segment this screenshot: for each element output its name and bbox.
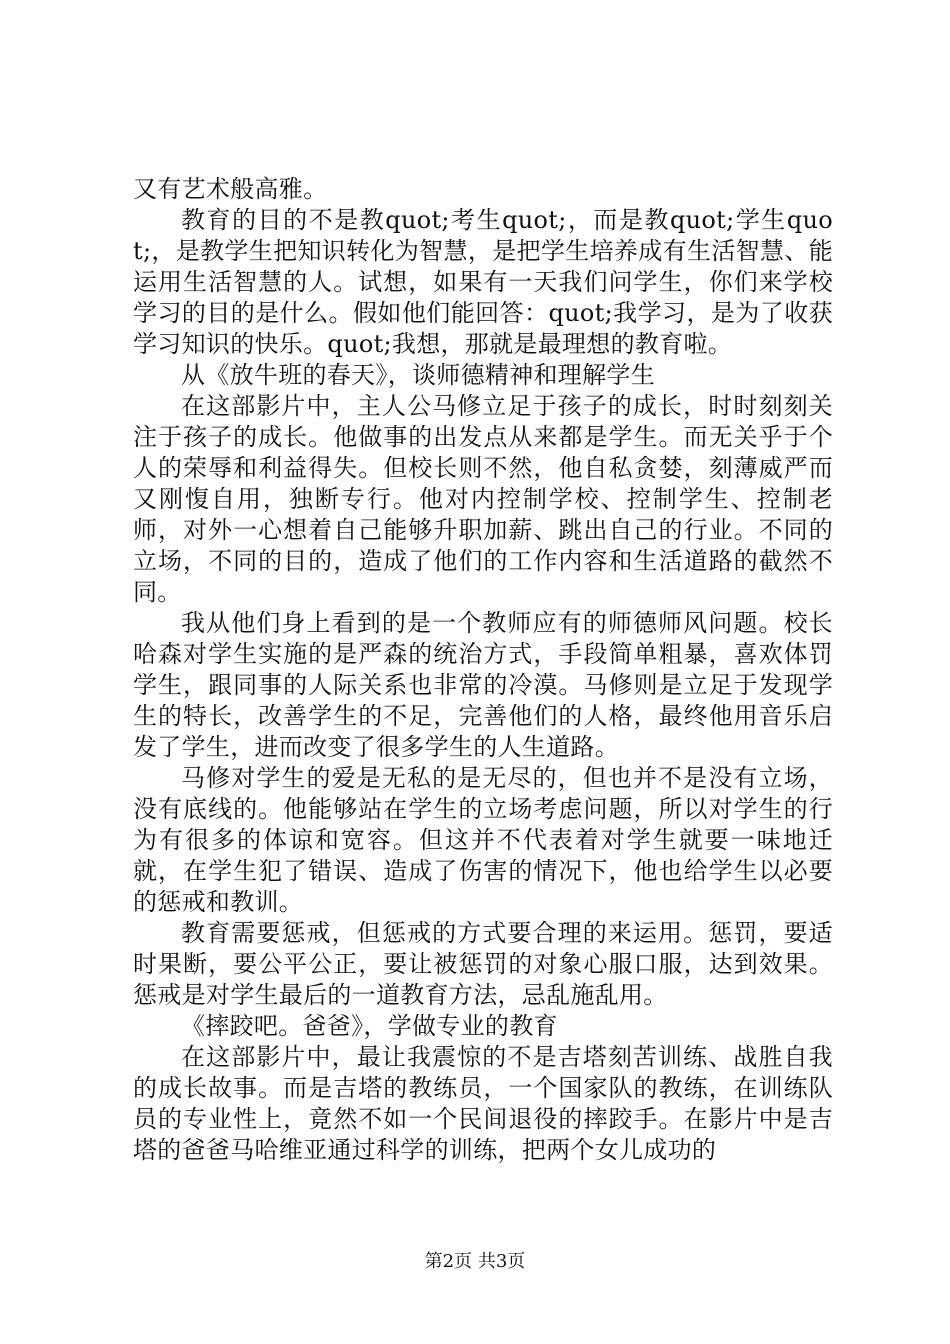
- section-heading-2: 《摔跤吧。爸爸》，学做专业的教育: [181, 1012, 558, 1040]
- paragraph-7: 在这部影片中，最让我震惊的不是吉塔刻苦训练、战胜自我的成长故事。而是吉塔的教练员，一个国家队的教练，在训练队员的专业性上，竟然不如一个民间退役的摔跤手。在影片中是吉塔的爸爸马哈维亚通过科学的训练，把两个女儿成功的: [133, 1043, 833, 1164]
- paragraph-4: 我从他们身上看到的是一个教师应有的师德师风问题。校长哈森对学生实施的是严森的统治方式，手段简单粗暴，喜欢体罚学生，跟同事的人际关系也非常的冷漠。马修则是立足于发现学生的特长，改善学生的不足，完善他们的人格，最终他用音乐启发了学生，进而改变了很多学生的人生道路。: [133, 609, 833, 761]
- paragraph-5: 马修对学生的爱是无私的是无尽的，但也并不是没有立场，没有底线的。他能够站在学生的立场考虑问题，所以对学生的行为有很多的体谅和宽容。但这并不代表着对学生就要一味地迁就，在学生犯了错误、造成了伤害的情况下，他也给学生以必要的惩戒和教训。: [133, 764, 833, 916]
- paragraph-2: 教育的目的不是教quot;考生quot;，而是教quot;学生quot;，是教学生把知识转化为智慧，是把学生培养成有生活智慧、能运用生活智慧的人。试想，如果有一天我们问学生，你们来学校学习的目的是什么。假如他们能回答：quot;我学习，是为了收获学习知识的快乐。quot;我想，那就是最理想的教育啦。: [133, 206, 833, 358]
- paragraph-3: 在这部影片中，主人公马修立足于孩子的成长，时时刻刻关注于孩子的成长。他做事的出发点从来都是学生。而无关乎于个人的荣辱和利益得失。但校长则不然，他自私贪婪，刻薄威严而又刚愎自用，独断专行。他对内控制学校、控制学生、控制老师，对外一心想着自己能够升职加薪、跳出自己的行业。不同的立场，不同的目的，造成了他们的工作内容和生活道路的截然不同。: [133, 392, 833, 606]
- paragraph-1: 又有艺术般高雅。: [133, 175, 328, 203]
- section-heading-1: 从《放牛班的春天》，谈师德精神和理解学生: [181, 361, 655, 389]
- page-footer: 第2页 共3页: [424, 1251, 526, 1272]
- paragraph-6: 教育需要惩戒，但惩戒的方式要合理的来运用。惩罚，要适时果断，要公平公正，要让被惩罚的对象心服口服，达到效果。惩戒是对学生最后的一道教育方法，忌乱施乱用。: [133, 919, 833, 1009]
- document-body: [133, 174, 833, 1166]
